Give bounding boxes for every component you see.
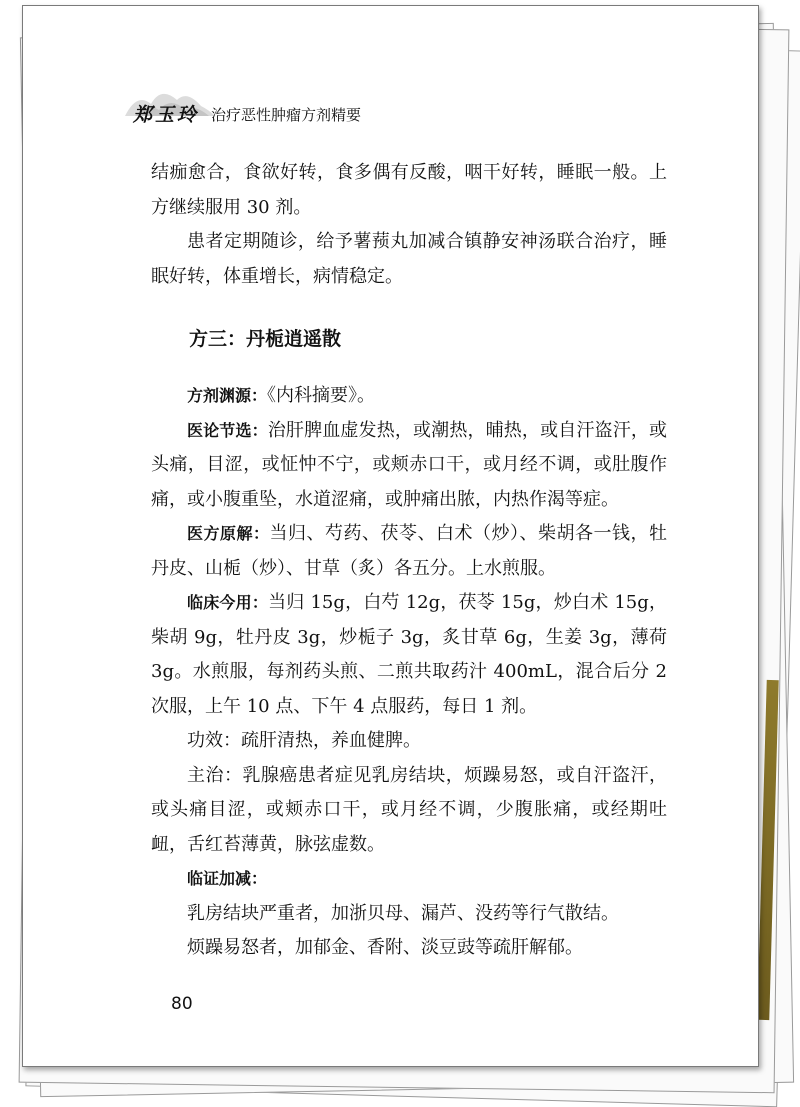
modern-paragraph [151,586,667,724]
original-text: 当归、芍药、茯苓、白术（炒）、柴胡各一钱，牡丹皮、山栀（炒）、甘草（炙）各五分。上水煎服。 [151,523,667,579]
page-number: 80 [171,994,193,1014]
excerpt-paragraph [151,414,667,518]
modern-text: 当归 15g，白芍 12g，茯苓 15g，炒白术 15g，柴胡 9g，牡丹皮 3g，炒栀子 3g，炙甘草 6g，生姜 3g，薄荷 3g。水煎服，每剂药头煎、二煎共取药汁 400mL，混合后分 2 次服，上午 10 点、下午 4 点服药，每日 1 剂。 [151,592,667,717]
modern-label: 临床今用： [187,593,269,612]
source-label: 方剂渊源： [187,386,268,405]
source-paragraph [151,379,667,414]
paragraph: 患者定期随诊，给予薯蓣丸加减合镇静安神汤联合治疗，睡眠好转，体重增长，病情稳定。 [151,231,667,287]
running-header [133,94,433,130]
page-body [151,156,667,966]
section-title: 方三：丹栀逍遥散 [189,328,342,350]
efficacy-paragraph: 功效：疏肝清热，养血健脾。 [187,730,421,751]
original-paragraph [151,517,667,586]
modification-heading [151,862,667,897]
excerpt-text: 治肝脾血虚发热，或潮热，晡热，或自汗盗汗，或头痛，目涩，或怔忡不宁，或颊赤口干，或月经不调，或肚腹作痛，或小腹重坠，水道涩痛，或肿痛出脓，内热作渴等症。 [151,419,667,510]
book-page [22,5,759,1067]
original-label: 医方原解： [187,524,270,543]
indication-paragraph: 主治：乳腺癌患者症见乳房结块，烦躁易怒，或自汗盗汗，或头痛目涩，或颊赤口干，或月经不调，少腹胀痛，或经期吐衄，舌红苔薄黄，脉弦虚数。 [151,764,667,855]
header-book-title: 治疗恶性肿瘤方剂精要 [211,106,362,124]
excerpt-label: 医论节选： [187,420,268,440]
modification-label: 临证加减： [187,869,268,888]
modification-item: 乳房结块严重者，加浙贝母、漏芦、没药等行气散结。 [187,902,619,924]
paragraph: 结痂愈合，食欲好转，食多偶有反酸，咽干好转，睡眠一般。上方继续服用 30 剂。 [151,162,667,218]
header-author: 郑玉玲 [133,104,200,126]
source-text: 《内科摘要》。 [267,385,376,406]
modification-item: 烦躁易怒者，加郁金、香附、淡豆豉等疏肝解郁。 [187,937,583,958]
